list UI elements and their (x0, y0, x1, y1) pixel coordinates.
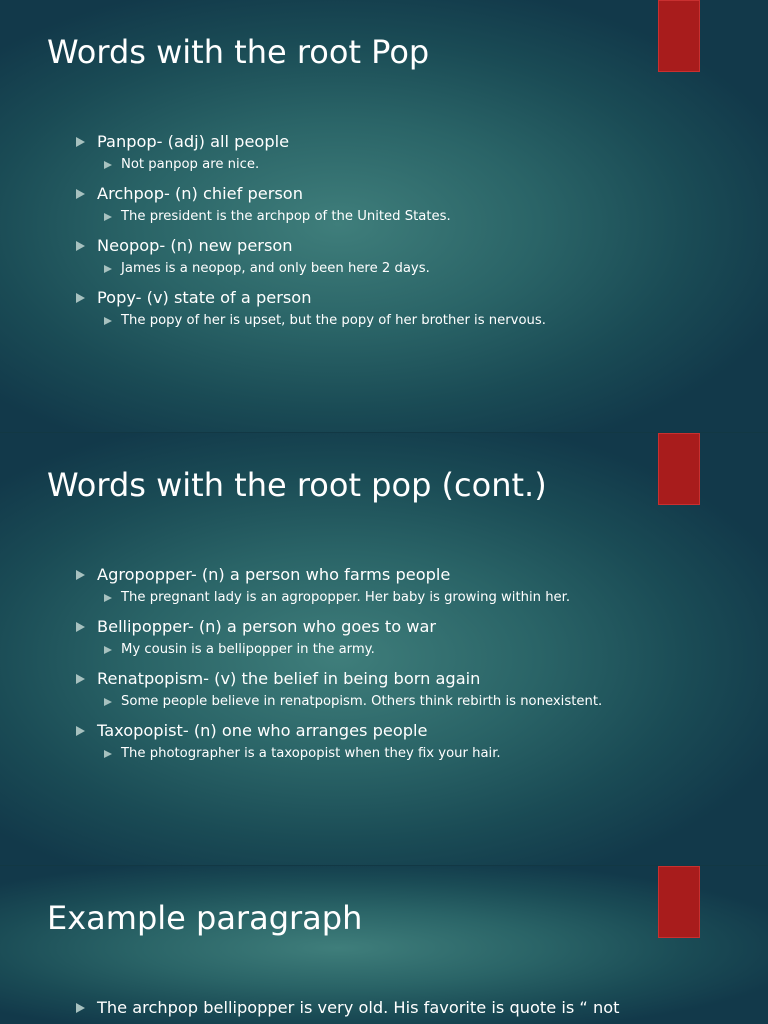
sub-bullet-item: James is a neopop, and only been here 2 days. (99, 261, 546, 277)
slide-title: Words with the root pop (cont.) (47, 466, 547, 504)
slide-title: Example paragraph (47, 899, 363, 937)
accent-bar (658, 433, 700, 505)
sub-bullet-item: The pregnant lady is an agropopper. Her baby is growing within her. (99, 590, 602, 606)
sub-bullet-item: Not panpop are nice. (99, 157, 546, 173)
bullet-item: The archpop bellipopper is very old. His favorite is quote is “ not (75, 998, 619, 1018)
bullet-item: Taxopopist- (n) one who arranges people (75, 721, 602, 741)
bullet-list (75, 132, 546, 340)
sub-bullet-item: The photographer is a taxopopist when they fix your hair. (99, 746, 602, 762)
slide-2 (0, 433, 768, 865)
bullet-list (75, 998, 619, 1018)
accent-bar (658, 0, 700, 72)
sub-bullet-item: The popy of her is upset, but the popy of her brother is nervous. (99, 313, 546, 329)
bullet-item: Renatpopism- (v) the belief in being born again (75, 669, 602, 689)
bullet-item: Archpop- (n) chief person (75, 184, 546, 204)
sub-bullet-item: Some people believe in renatpopism. Others think rebirth is nonexistent. (99, 694, 602, 710)
slide-3 (0, 866, 768, 1024)
sub-bullet-item: My cousin is a bellipopper in the army. (99, 642, 602, 658)
slide-title: Words with the root Pop (47, 33, 430, 71)
slide-1 (0, 0, 768, 432)
bullet-item: Bellipopper- (n) a person who goes to war (75, 617, 602, 637)
bullet-item: Panpop- (adj) all people (75, 132, 546, 152)
bullet-list (75, 565, 602, 773)
bullet-item: Popy- (v) state of a person (75, 288, 546, 308)
sub-bullet-item: The president is the archpop of the United States. (99, 209, 546, 225)
bullet-item: Neopop- (n) new person (75, 236, 546, 256)
accent-bar (658, 866, 700, 938)
bullet-item: Agropopper- (n) a person who farms people (75, 565, 602, 585)
